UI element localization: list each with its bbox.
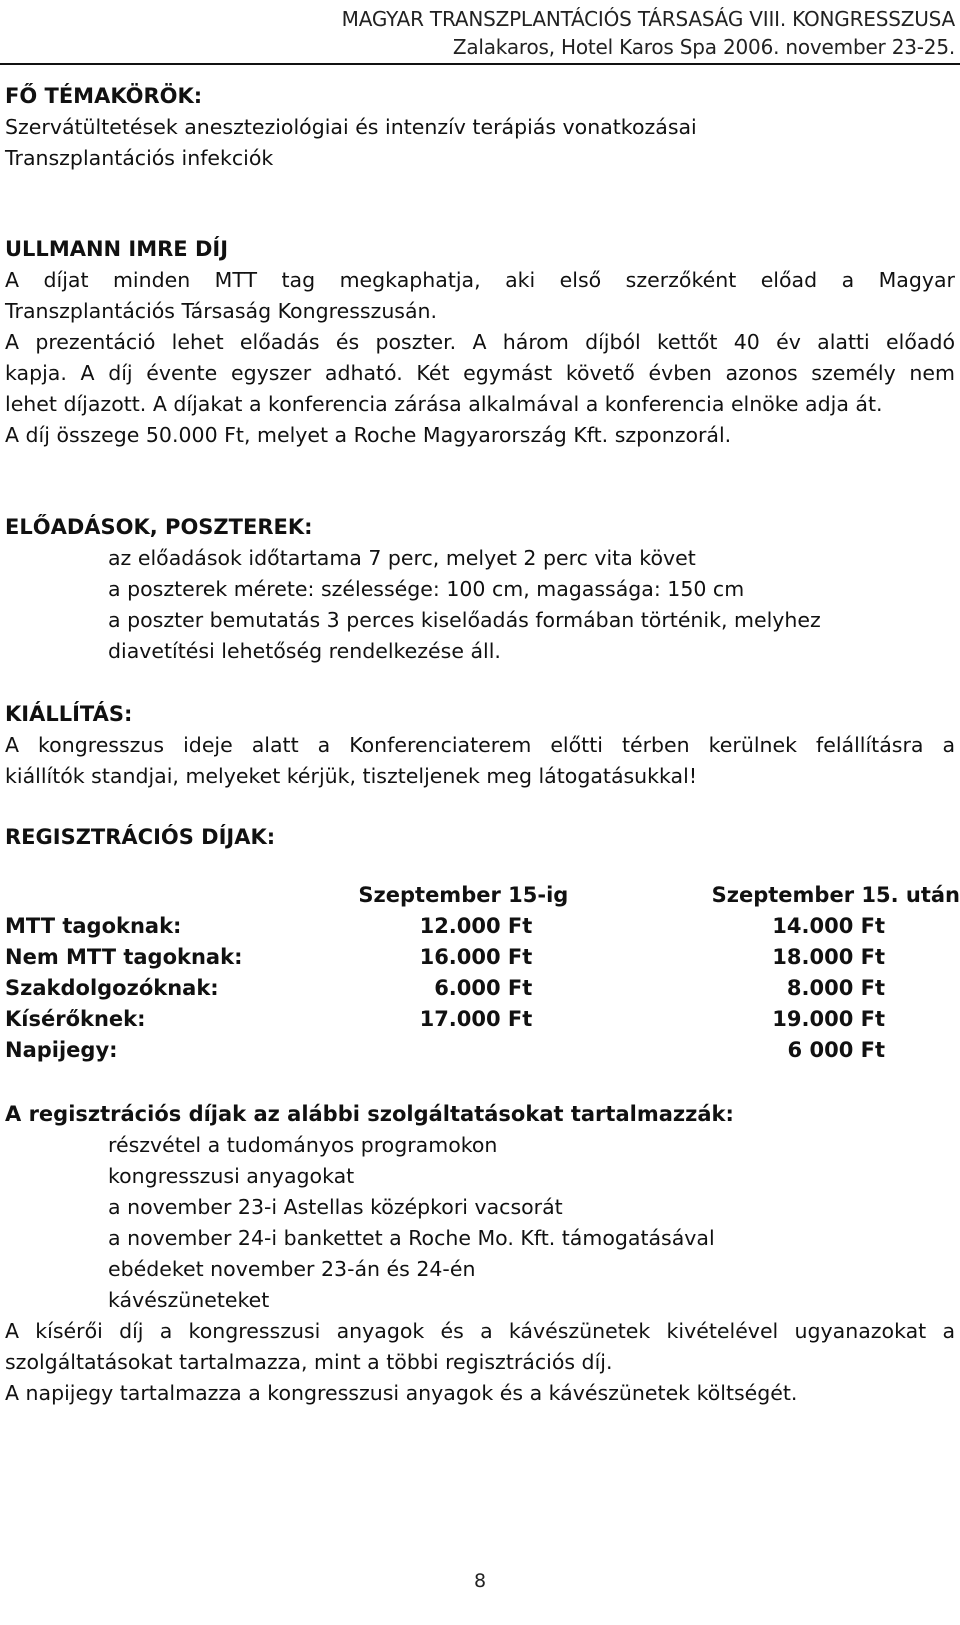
table-row (5, 911, 960, 942)
page-header (195, 5, 955, 61)
fee-category: MTT tagoknak: (5, 914, 182, 938)
included-services-heading: A regisztrációs díjak az alábbi szolgáltatásokat tartalmazzák: (5, 1102, 734, 1126)
section-main-topics (5, 80, 955, 174)
fee-late: 19.000 Ft (772, 1007, 885, 1031)
ullmann-award-line: kapja. A díj évente egyszer adható. Két egymást követő évben azonos személy nem (5, 361, 955, 385)
fee-late: 18.000 Ft (772, 945, 885, 969)
ullmann-award-line: A díjat minden MTT tag megkaphatja, aki első szerzőként előad a Magyar (5, 268, 955, 292)
table-row (5, 942, 960, 973)
fee-category: Napijegy: (5, 1038, 118, 1062)
services-note-line: A kísérői díj a kongresszusi anyagok és a kávészünetek kivételével ugyanazokat a (5, 1319, 955, 1343)
fees-header-empty (5, 880, 333, 911)
header-congress-title: MAGYAR TRANSZPLANTÁCIÓS TÁRSASÁG VIII. KONGRESSZUSA (341, 7, 955, 31)
section-ullmann-award (5, 233, 955, 451)
ullmann-award-line: A díj összege 50.000 Ft, melyet a Roche Magyarország Kft. szponzorál. (5, 423, 732, 447)
header-venue-date: Zalakaros, Hotel Karos Spa 2006. november 23-25. (452, 35, 955, 59)
fee-category: Nem MTT tagoknak: (5, 945, 243, 969)
fees-header-late: Szeptember 15. után (711, 883, 960, 907)
services-note-line: A napijegy tartalmazza a kongresszusi anyagok és a kávészünetek költségét. (5, 1381, 798, 1405)
presentations-item: diavetítési lehetőség rendelkezése áll. (108, 639, 501, 663)
services-note-line: szolgáltatásokat tartalmazza, mint a többi regisztrációs díj. (5, 1350, 613, 1374)
presentations-heading: ELŐADÁSOK, POSZTEREK: (5, 515, 313, 539)
fee-late: 8.000 Ft (786, 976, 885, 1000)
fees-header-row (5, 880, 960, 911)
fee-early (333, 1035, 568, 1066)
included-service-item: részvétel a tudományos programokon (108, 1133, 498, 1157)
included-service-item: ebédeket november 23-án és 24-én (108, 1257, 476, 1281)
table-row (5, 973, 960, 1004)
fee-early: 6.000 Ft (434, 976, 533, 1000)
ullmann-award-line: lehet díjazott. A díjakat a konferencia zárása alkalmával a konferencia elnöke adja át. (5, 392, 883, 416)
fee-late: 6 000 Ft (787, 1038, 885, 1062)
table-row (5, 1035, 960, 1066)
fee-early: 12.000 Ft (419, 914, 533, 938)
main-topic-item: Szervátültetések aneszteziológiai és intenzív terápiás vonatkozásai (5, 115, 697, 139)
header-divider (0, 63, 960, 65)
fee-early: 16.000 Ft (419, 945, 533, 969)
ullmann-award-line: A prezentáció lehet előadás és poszter. A három díjból kettőt 40 év alatti előadó (5, 330, 955, 354)
included-service-item: kávészüneteket (108, 1288, 270, 1312)
presentations-item: a poszter bemutatás 3 perces kiselőadás formában történik, melyhez (108, 608, 821, 632)
ullmann-award-line: Transzplantációs Társaság Kongresszusán. (5, 299, 438, 323)
section-exhibition (5, 698, 955, 792)
included-service-item: kongresszusi anyagokat (108, 1164, 355, 1188)
registration-fees-heading: REGISZTRÁCIÓS DÍJAK: (5, 825, 276, 849)
included-service-item: a november 24-i bankettet a Roche Mo. Kft. támogatásával (108, 1226, 715, 1250)
table-row (5, 1004, 960, 1035)
main-topics-heading: FŐ TÉMAKÖRÖK: (5, 84, 203, 108)
page-number: 8 (473, 1570, 487, 1592)
section-presentations-posters (5, 511, 955, 667)
fee-category: Szakdolgozóknak: (5, 976, 219, 1000)
presentations-item: a poszterek mérete: szélessége: 100 cm, magassága: 150 cm (108, 577, 745, 601)
registration-fees-table (5, 880, 960, 1066)
exhibition-line: kiállítók standjai, melyeket kérjük, tiszteljenek meg látogatásukkal! (5, 764, 698, 788)
fee-late: 14.000 Ft (772, 914, 885, 938)
presentations-item: az előadások időtartama 7 perc, melyet 2 perc vita követ (108, 546, 696, 570)
main-topic-item: Transzplantációs infekciók (5, 146, 274, 170)
fees-header-early: Szeptember 15-ig (358, 883, 569, 907)
fee-category: Kísérőknek: (5, 1007, 146, 1031)
section-registration-fees (5, 821, 955, 853)
section-included-services (5, 1098, 955, 1409)
ullmann-award-heading: ULLMANN IMRE DÍJ (5, 237, 229, 261)
exhibition-heading: KIÁLLÍTÁS: (5, 702, 133, 726)
fee-early: 17.000 Ft (419, 1007, 533, 1031)
exhibition-line: A kongresszus ideje alatt a Konferenciaterem előtti térben kerülnek felállításra a (5, 733, 955, 757)
included-service-item: a november 23-i Astellas középkori vacsorát (108, 1195, 563, 1219)
